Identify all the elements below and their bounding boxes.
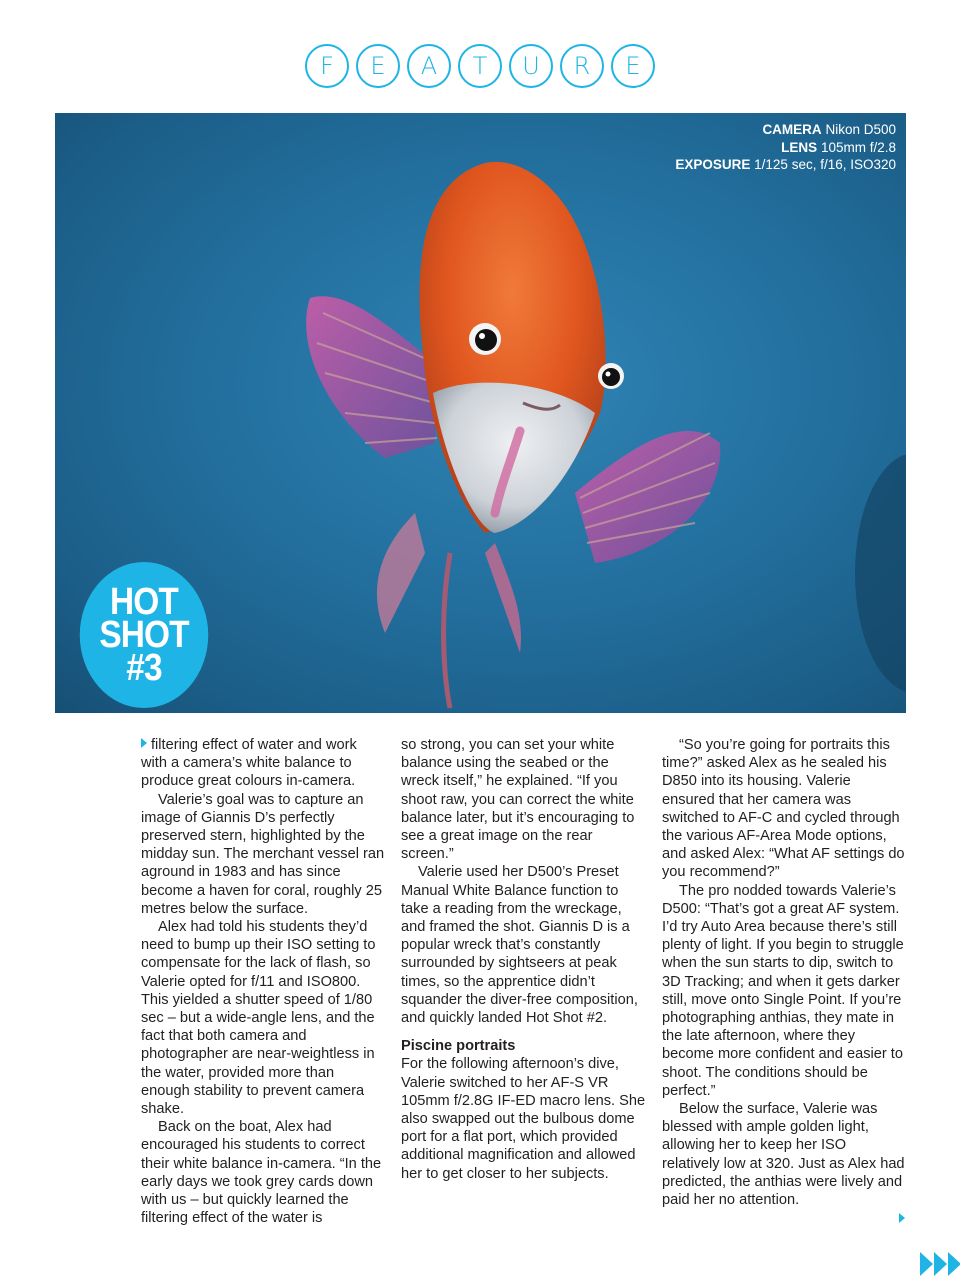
paragraph: “So you’re going for portraits this time?” asked Alex as he sealed his D850 into its housing. Valerie ensured that her camera was switched to AF-C and cycled through the various AF-Area Mode options, and asked Alex: “What AF settings do you recommend?”	[662, 737, 905, 881]
continued-arrow-icon	[141, 738, 147, 748]
paragraph: Back on the boat, Alex had encouraged his students to correct their white balance in-camera. “In the early days we took grey cards down with us – but quickly learned the filtering effect of the water is	[141, 1119, 382, 1227]
camera-value: Nikon D500	[825, 122, 896, 137]
exposure-label: EXPOSURE	[675, 157, 751, 172]
hot-shot-badge	[80, 562, 208, 708]
subheading: Piscine portraits	[401, 1038, 516, 1055]
camera-label: CAMERA	[762, 122, 822, 137]
next-page-arrows-icon[interactable]	[920, 1252, 960, 1276]
badge-line-1: HOT	[110, 580, 178, 623]
exif-caption	[675, 121, 896, 174]
paragraph: Valerie used her D500’s Preset Manual White Balance function to take a reading from the wreckage, and framed the shot. Giannis D is a popular wreck that’s constantly surrounded by sightseers at peak times, so the apprentice didn’t squander the diver-free composition, and quickly landed Hot Shot #2.	[401, 864, 638, 1027]
arrow-icon	[920, 1252, 933, 1276]
paragraph	[141, 736, 386, 791]
exposure-value: 1/125 sec, f/16, ISO320	[754, 157, 896, 172]
section-header-feature	[0, 44, 960, 90]
header-letter: E	[611, 44, 655, 88]
lens-label: LENS	[781, 139, 818, 155]
arrow-icon	[934, 1252, 947, 1276]
paragraph: Below the surface, Valerie was blessed with ample golden light, allowing her to keep her ISO relatively low at 320. Just as Alex had predicted, the anthias were lively and paid her no attention.	[662, 1101, 905, 1209]
header-letter: R	[560, 44, 604, 88]
header-letter: T	[458, 44, 502, 88]
paragraph-text: filtering effect of water and work with a camera’s white balance to produce great colours in-camera.	[141, 737, 357, 790]
arrow-icon	[948, 1252, 960, 1276]
continue-arrow-icon	[899, 1213, 905, 1223]
paragraph: For the following afternoon’s dive, Valerie switched to her AF-S VR 105mm f/2.8G IF-ED macro lens. She also swapped out the bulbous dome port for a flat port, which provided additional magnification and allowed her to get closer to her subjects.	[401, 1056, 646, 1182]
badge-line-2: SHOT	[99, 613, 189, 656]
article-column-3	[662, 736, 907, 1209]
article-column-2	[401, 736, 646, 1183]
lens-value: 105mm f/2.8	[820, 139, 896, 155]
badge-line-3: #3	[126, 646, 162, 689]
paragraph: Alex had told his students they’d need to bump up their ISO setting to compensate for the lack of flash, so Valerie opted for f/11 and ISO800. This yielded a shutter speed of 1/80 sec – but a wide-angle lens, and the fact that both camera and photographer are near-weightless in the water, provided more than enough stability to prevent camera shake.	[141, 919, 376, 1118]
paragraph: Valerie’s goal was to capture an image of Giannis D’s perfectly preserved stern, highlighted by the midday sun. The merchant vessel ran aground in 1983 and has since become a haven for coral, roughly 25 metres below the surface.	[141, 791, 385, 917]
header-letter: F	[305, 44, 349, 88]
header-letter: A	[407, 44, 451, 88]
paragraph: so strong, you can set your white balance using the seabed or the wreck itself,” he explained. “If you shoot raw, you can correct the white balance later, but it’s encouraging to see a great image on the rear screen.”	[401, 737, 635, 863]
header-letter: U	[509, 44, 553, 88]
paragraph: The pro nodded towards Valerie’s D500: “That’s got a great AF system. I’d try Auto Area because there’s still plenty of light. If you begin to struggle when the sun starts to dip, switch to 3D Tracking; and when it gets darker still, move onto Single Point. If you’re photographing anthias, they mate in the late afternoon, where they become more confident and easier to shoot. The conditions should be perfect.”	[662, 882, 904, 1099]
article-column-1	[141, 736, 386, 1227]
header-letter: E	[356, 44, 400, 88]
